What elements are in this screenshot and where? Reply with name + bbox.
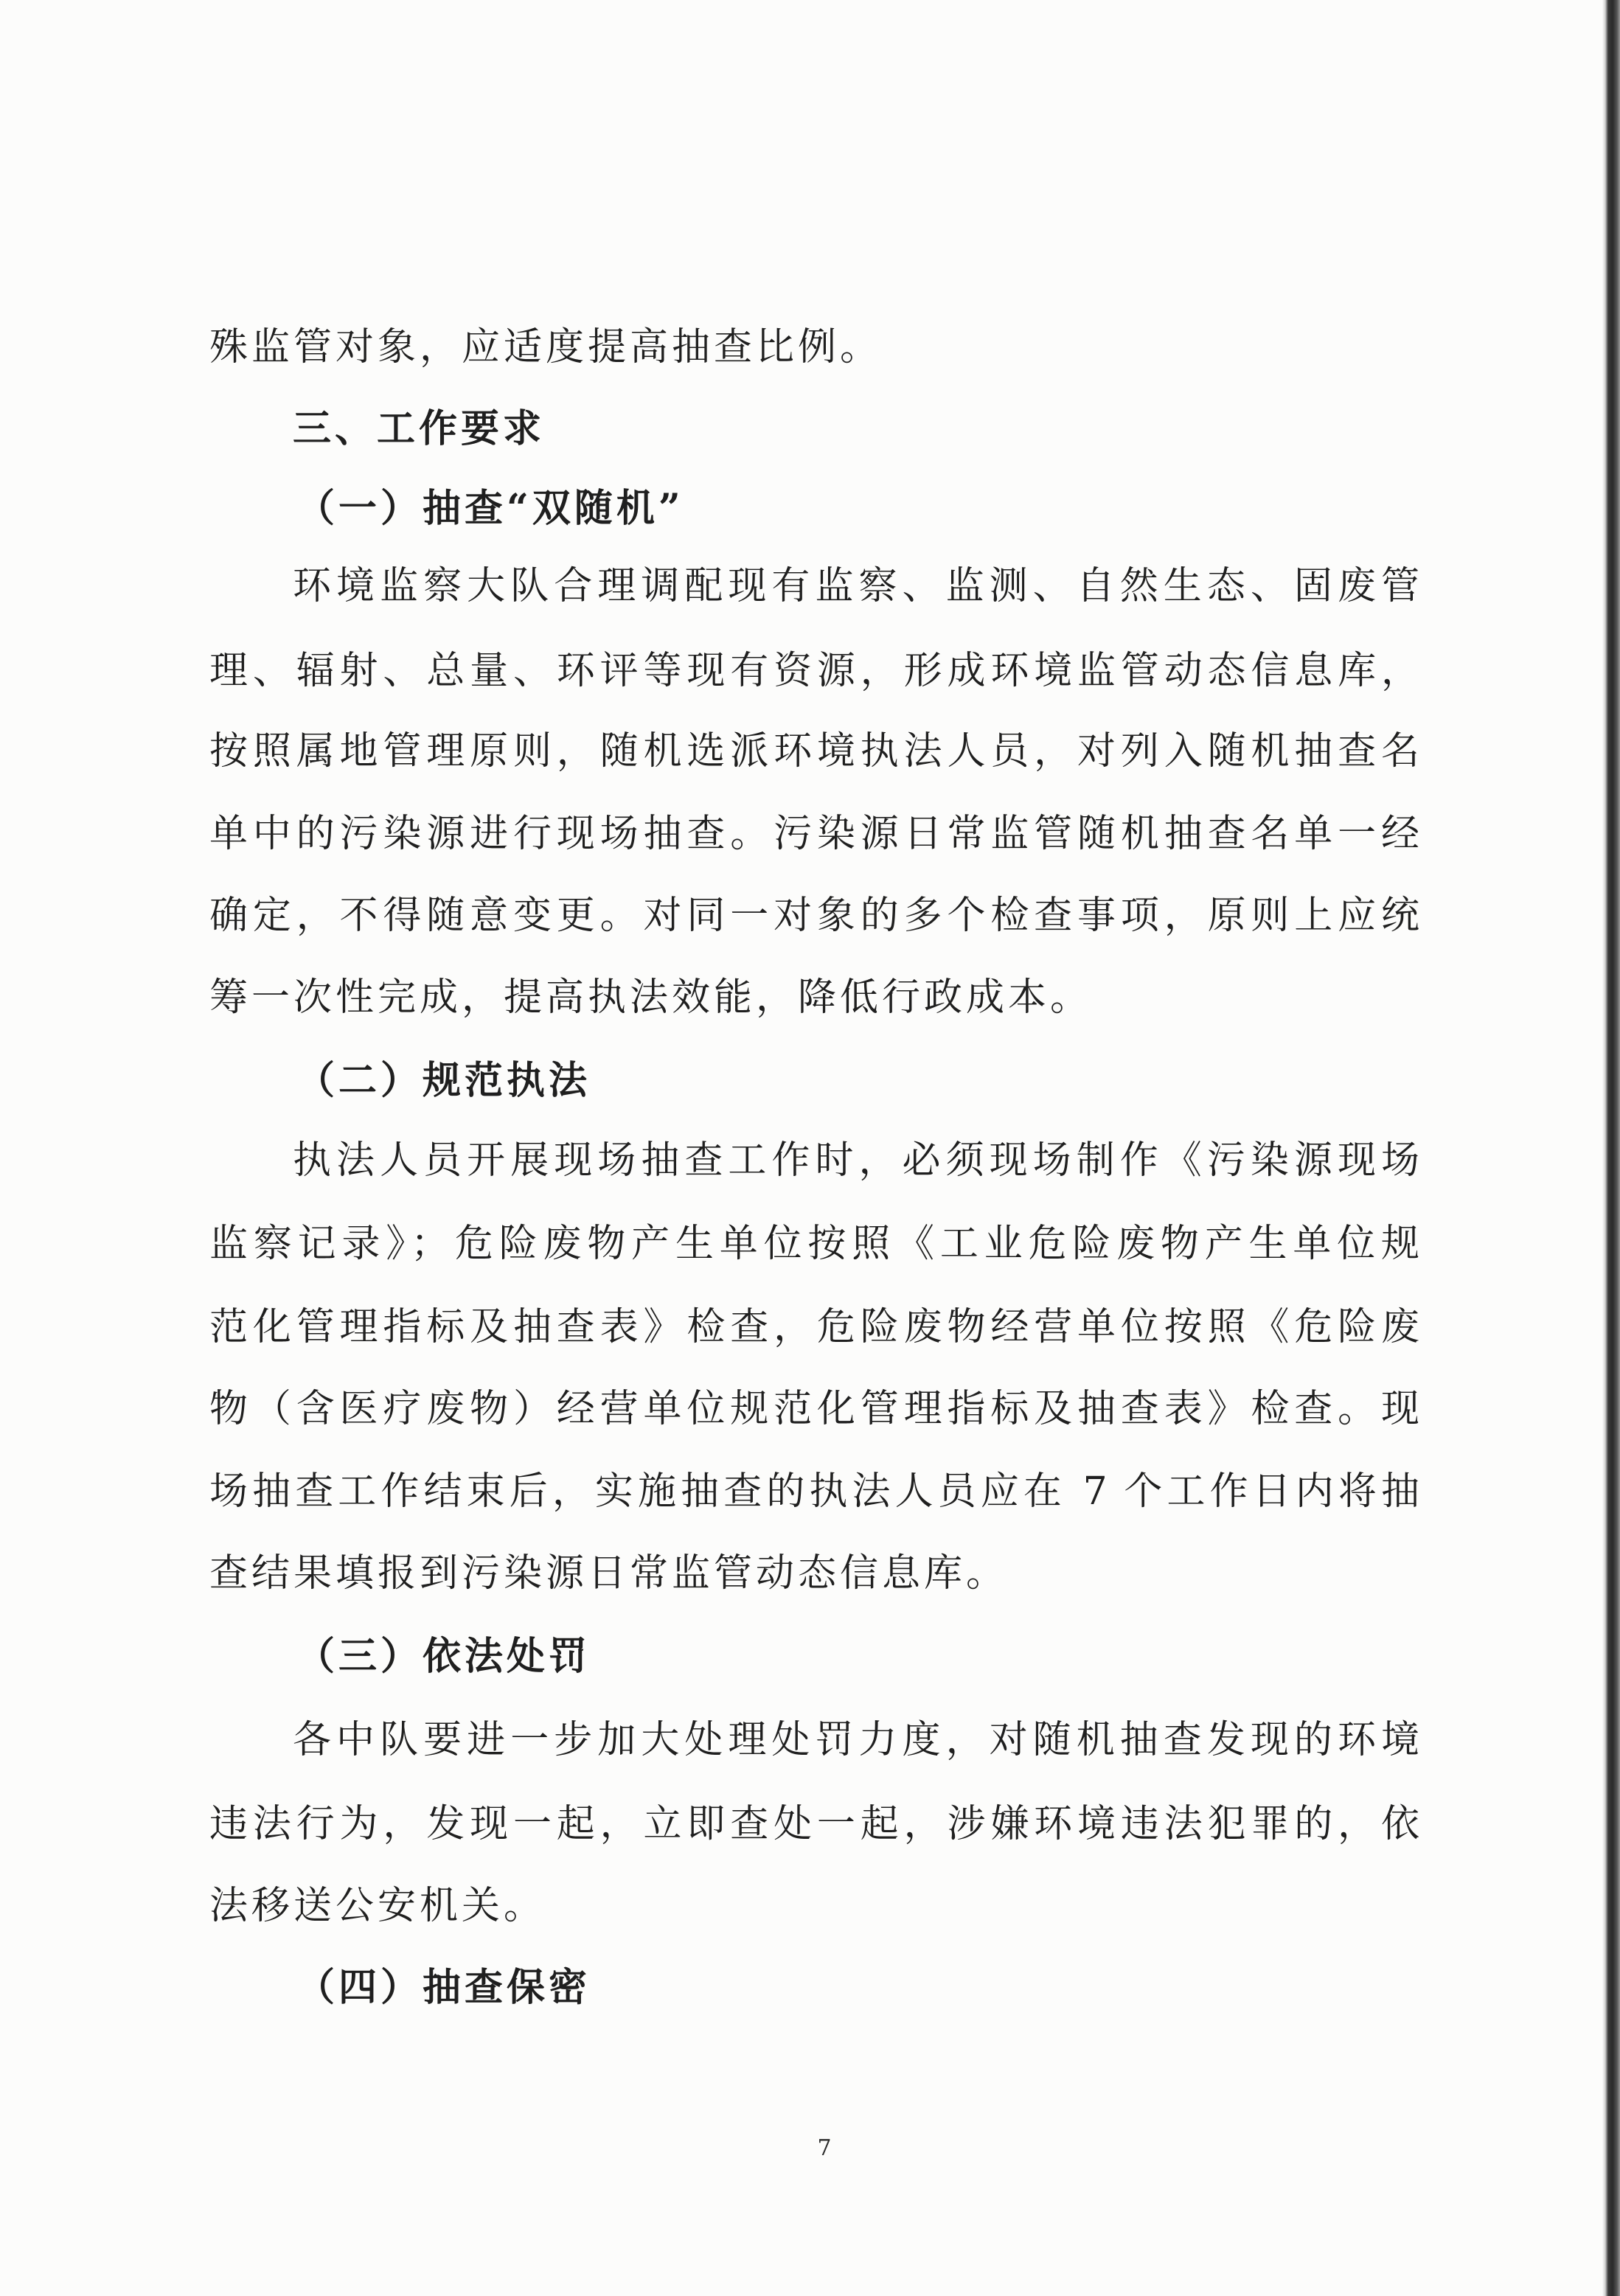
subsection-heading-1: （一）抽查“双随机”	[296, 487, 684, 531]
paragraph-line: 环境监察大队合理调配现有监察、监测、自然生态、固废管	[293, 564, 1419, 608]
paragraph-line: 各中队要进一步加大处理处罚力度，对随机抽查发现的环境	[293, 1718, 1419, 1762]
paragraph-line: 执法人员开展现场抽查工作时，必须现场制作《污染源现场	[293, 1138, 1419, 1183]
paragraph-line: 查结果填报到污染源日常监管动态信息库。	[209, 1551, 1009, 1596]
subsection-heading-3: （三）依法处罚	[296, 1635, 591, 1679]
continuation-line: 殊监管对象，应适度提高抽查比例。	[209, 325, 883, 369]
paragraph-line: 监察记录》；危险废物产生单位按照《工业危险废物产生单位规	[209, 1222, 1419, 1266]
paragraph-line: 违法行为，发现一起，立即查处一起，涉嫌环境违法犯罪的，依	[209, 1802, 1419, 1846]
paragraph-line: 按照属地管理原则，随机选派环境执法人员，对列入随机抽查名	[209, 729, 1419, 773]
paragraph-line: 物（含医疗废物）经营单位规范化管理指标及抽查表》检查。现	[209, 1387, 1419, 1431]
paragraph-line: 法移送公安机关。	[209, 1884, 546, 1928]
paragraph-line: 确定，不得随意变更。对同一对象的多个检查事项，原则上应统	[209, 894, 1419, 938]
paragraph-line: 筹一次性完成，提高执法效能，降低行政成本。	[209, 975, 1093, 1020]
page-number: 7	[817, 2135, 832, 2161]
paragraph-line: 理、辐射、总量、环评等现有资源，形成环境监管动态信息库，	[209, 649, 1419, 693]
paragraph-line: 范化管理指标及抽查表》检查，危险废物经营单位按照《危险废	[209, 1305, 1419, 1349]
paragraph-line: 场抽查工作结束后，实施抽查的执法人员应在 7 个工作日内将抽	[209, 1469, 1419, 1514]
subsection-heading-4: （四）抽查保密	[296, 1966, 591, 2010]
scan-edge-shadow	[1602, 0, 1620, 2296]
section-heading: 三、工作要求	[293, 407, 546, 451]
paragraph-line: 单中的污染源进行现场抽查。污染源日常监管随机抽查名单一经	[209, 812, 1419, 856]
subsection-heading-2: （二）规范执法	[296, 1059, 591, 1103]
